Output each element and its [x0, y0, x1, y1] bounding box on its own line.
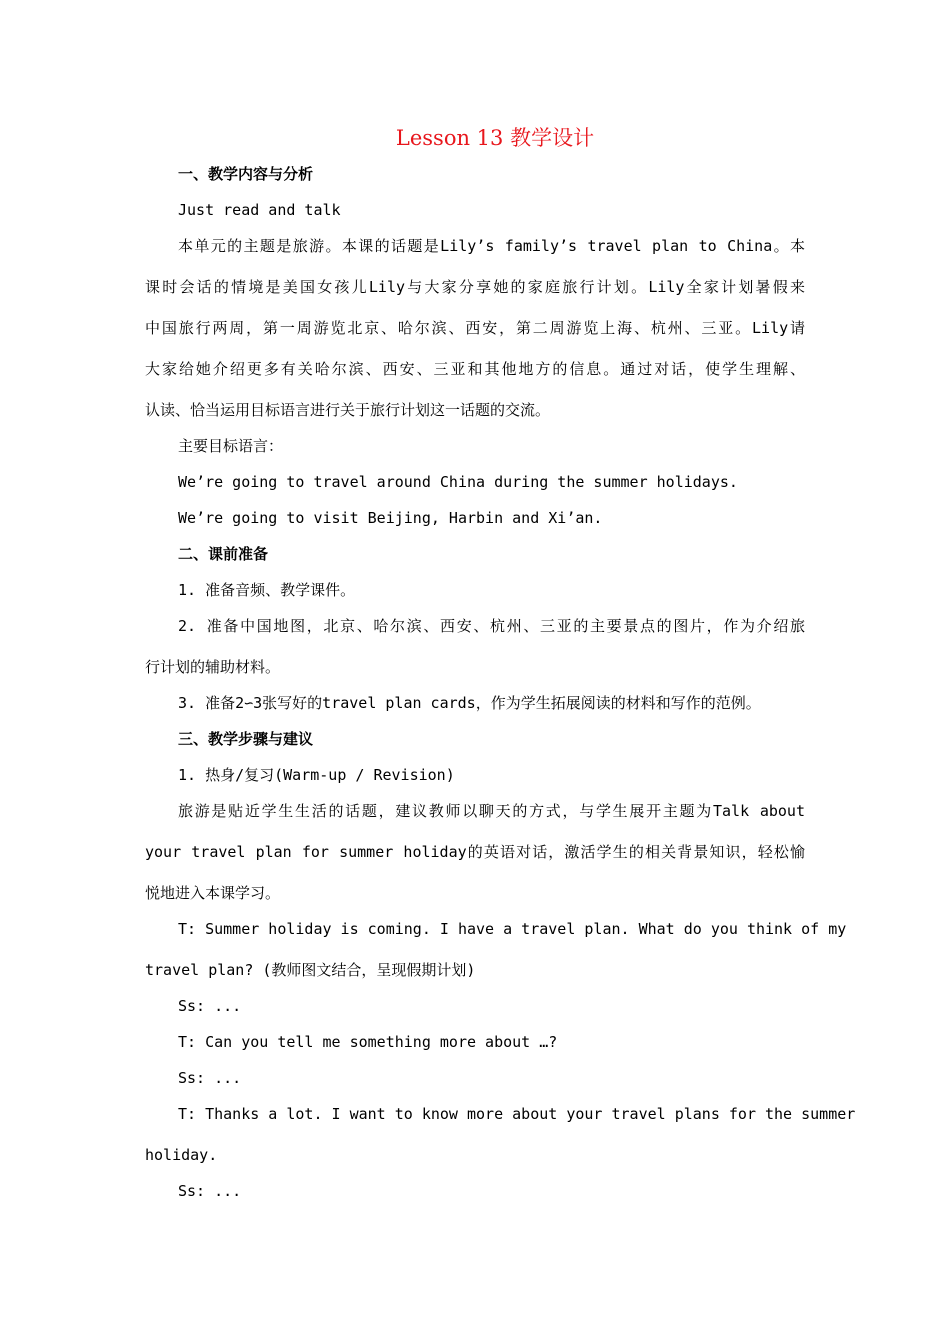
step-title: 1. 热身/复习(Warm-up / Revision)	[178, 766, 455, 784]
section-subtitle: Just read and talk	[178, 201, 341, 219]
dialog-line-students: Ss: ...	[178, 1069, 242, 1087]
paragraph-line: your travel plan for summer holiday的英语对话，激活学生的相关背景知识，轻松愉	[145, 843, 805, 861]
list-item: 2. 准备中国地图，北京、哈尔滨、西安、杭州、三亚的主要景点的图片，作为介绍旅	[178, 617, 805, 635]
paragraph-line: 中国旅行两周，第一周游览北京、哈尔滨、西安，第二周游览上海、杭州、三亚。Lily请	[145, 319, 805, 337]
paragraph-line: 大家给她介绍更多有关哈尔滨、西安、三亚和其他地方的信息。通过对话，使学生理解、	[145, 360, 805, 378]
dialog-line-teacher: T: Summer holiday is coming. I have a travel plan. What do you think of my	[178, 920, 847, 938]
list-item: 3. 准备2∽3张写好的travel plan cards，作为学生拓展阅读的材料和写作的范例。	[178, 694, 761, 712]
dialog-line-students: Ss: ...	[178, 1182, 242, 1200]
target-language-label: 主要目标语言：	[178, 437, 284, 455]
paragraph-line: 悦地进入本课学习。	[145, 884, 281, 902]
section-heading-teaching-steps: 三、教学步骤与建议	[178, 730, 314, 748]
dialog-line-teacher: T: Can you tell me something more about …?	[178, 1033, 558, 1051]
dialog-line-teacher: T: Thanks a lot. I want to know more about your travel plans for the summer	[178, 1105, 856, 1123]
dialog-line-teacher-continuation: holiday.	[145, 1146, 218, 1164]
paragraph-line: 旅游是贴近学生生活的话题，建议教师以聊天的方式，与学生展开主题为Talk about	[178, 802, 805, 820]
list-item: 1. 准备音频、教学课件。	[178, 581, 356, 599]
paragraph-line: 课时会话的情境是美国女孩儿Lily与大家分享她的家庭旅行计划。Lily全家计划暑假来	[145, 278, 805, 296]
document-title: Lesson 13 教学设计	[395, 126, 595, 150]
section-heading-preparation: 二、课前准备	[178, 545, 269, 563]
dialog-line-students: Ss: ...	[178, 997, 242, 1015]
list-item-continuation: 行计划的辅助材料。	[145, 658, 281, 676]
paragraph-line: 本单元的主题是旅游。本课的话题是Lily’s family’s travel plan to China。本	[178, 237, 805, 255]
dialog-line-teacher-continuation: travel plan? (教师图文结合，呈现假期计划)	[145, 961, 476, 979]
section-heading-content-analysis: 一、教学内容与分析	[178, 165, 314, 183]
target-sentence: We’re going to visit Beijing, Harbin and Xi’an.	[178, 509, 603, 527]
target-sentence: We’re going to travel around China during the summer holidays.	[178, 473, 738, 491]
paragraph-line: 认读、恰当运用目标语言进行关于旅行计划这一话题的交流。	[145, 401, 551, 419]
